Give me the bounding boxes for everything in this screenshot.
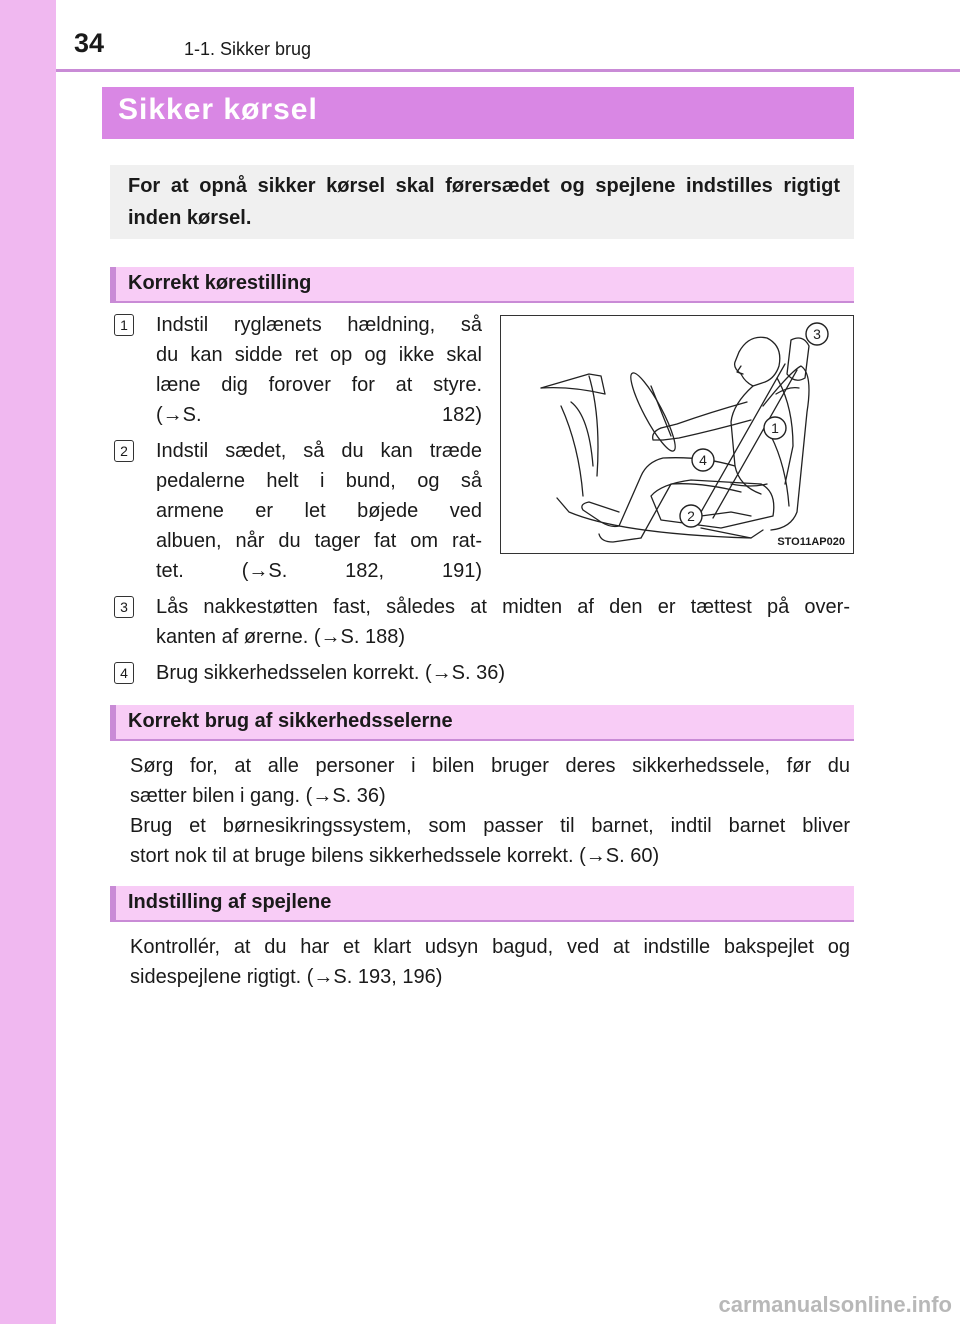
section-body-text: Sørg for, at alle personer i bilen bruger deres sikkerhedssele, før du sætter bilen i gang. (→S. 36) Brug et børnesikringssystem, som passer til barnet, indtil barnet bliver stort nok til at bruge bilens sikkerhedssele korrekt. (→S. 60) (130, 755, 850, 867)
item-number-badge: 2 (114, 440, 134, 462)
page-title: Sikker kørsel (118, 93, 318, 126)
section-heading-seating-position (110, 267, 854, 303)
item-text: Indstil ryglænets hældning, så du kan sidde ret op og ikke skal læne dig forover for at styre. (→S. 182) (156, 314, 482, 426)
header-rule (56, 69, 960, 72)
item-number-badge: 3 (114, 596, 134, 618)
item-text: Lås nakkestøtten fast, således at midten af den er tættest på over- kanten af ørerne. (→S. 188) (156, 596, 850, 648)
seating-position-illustration (500, 315, 854, 554)
section-heading-label: Korrekt brug af sikkerhedsselerne (128, 710, 453, 732)
item-number-badge: 4 (114, 662, 134, 684)
item-text: Brug sikkerhedsselen korrekt. (→S. 36) (156, 662, 506, 684)
page-number: 34 (74, 28, 105, 58)
section-body-text: Kontrollér, at du har et klart udsyn bagud, ved at indstille bakspejlet og sidespejlene rigtigt. (→S. 193, 196) (130, 936, 850, 988)
watermark: carmanualsonline.info (718, 1292, 952, 1317)
section-breadcrumb: 1-1. Sikker brug (184, 39, 312, 59)
figure-code: STO11AP020 (777, 536, 845, 548)
item-text: Indstil sædet, så du kan træde pedalerne helt i bund, og så armene er let bøjede ved albuen, når du tager fat om rat- tet. (→S. 182, 191) (156, 440, 482, 582)
callout-4: 4 (699, 452, 707, 468)
callout-3: 3 (813, 326, 821, 342)
section-heading-seatbelts (110, 705, 854, 741)
section-heading-label: Indstilling af spejlene (128, 891, 332, 913)
callout-1: 1 (771, 420, 779, 436)
intro-text: For at opnå sikker kørsel skal førersædet og spejlene indstilles rigtigt inden kørsel. (128, 175, 840, 229)
callout-2: 2 (687, 508, 695, 524)
driver-seat-drawing (501, 316, 855, 555)
left-margin-bar (0, 0, 56, 1324)
section-heading-label: Korrekt kørestilling (128, 272, 312, 294)
section-heading-mirrors (110, 886, 854, 922)
item-number-badge: 1 (114, 314, 134, 336)
